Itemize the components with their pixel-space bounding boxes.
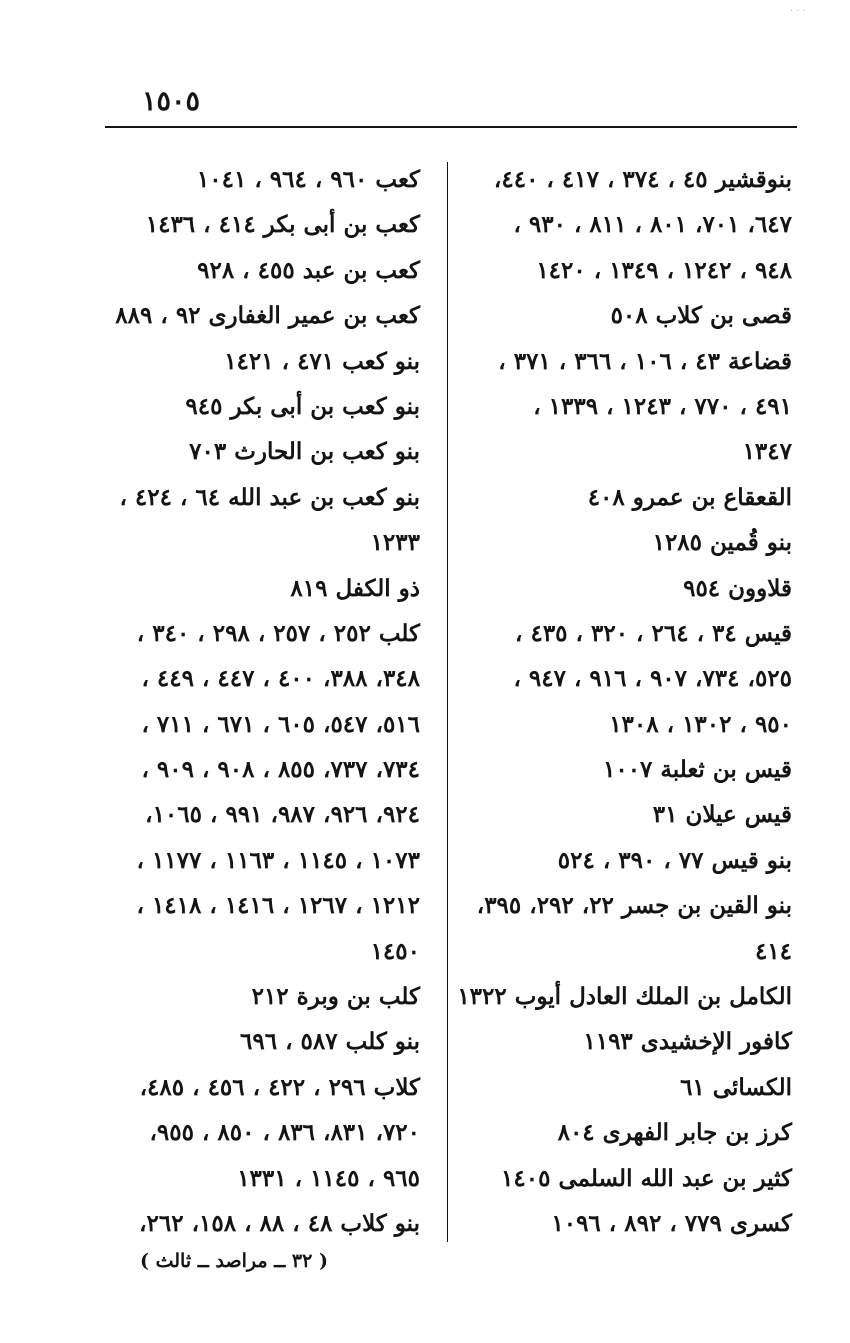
index-line: الكسائى ٦١ — [680, 1073, 792, 1101]
index-line: ٤١٤ — [754, 937, 792, 965]
index-line: ٣٤٨، ٣٨٨، ٤٠٠ ، ٤٤٧ ، ٤٤٩ ، — [141, 665, 420, 693]
index-line: القعقاع بن عمرو ٤٠٨ — [587, 483, 792, 511]
index-line: ٧٣٤، ٧٣٧، ٨٥٥ ، ٩٠٨ ، ٩٠٩ ، — [141, 756, 420, 784]
index-line: ١٤٥٠ — [370, 937, 420, 965]
index-line: ١٢١٢ ، ١٢٦٧ ، ١٤١٦ ، ١٤١٨ ، — [136, 892, 420, 920]
index-line: قيس عيلان ٣١ — [652, 801, 792, 829]
index-line: قيس بن ثعلبة ١٠٠٧ — [603, 756, 792, 784]
index-line: ٦٤٧، ٧٠١، ٨٠١ ، ٨١١ ، ٩٣٠ ، — [513, 211, 792, 239]
index-line: ٥١٦، ٥٤٧، ٦٠٥ ، ٦٧١ ، ٧١١ ، — [141, 710, 420, 738]
index-line: كعب بن أبى بكر ٤١٤ ، ١٤٣٦ — [145, 211, 420, 239]
header-rule — [105, 126, 797, 128]
signature-footer: ( ٣٢ ــ مراصد ــ ثالث ) — [140, 1250, 328, 1272]
scan-specks: · · · — [790, 6, 806, 17]
index-line: بنو كلاب ٤٨ ، ٨٨ ، ١٥٨، ٢٦٢، — [139, 1209, 420, 1237]
index-line: كعب ٩٦٠ ، ٩٦٤ ، ١٠٤١ — [196, 166, 420, 193]
index-line: ١٠٧٣ ، ١١٤٥ ، ١١٦٣ ، ١١٧٧ ، — [136, 846, 420, 874]
left-index-column — [100, 157, 420, 1247]
index-line: كافور الإخشيدى ١١٩٣ — [583, 1028, 792, 1056]
index-line: ٥٢٥، ٧٣٤، ٩٠٧ ، ٩١٦ ، ٩٤٧ ، — [513, 665, 792, 693]
index-line: كلاب ٢٩٦ ، ٤٢٢ ، ٤٥٦ ، ٤٨٥، — [139, 1073, 420, 1101]
index-line: كرز بن جابر الفهرى ٨٠٤ — [557, 1119, 792, 1147]
index-line: ٩٥٠ ، ١٣٠٢ ، ١٣٠٨ — [609, 710, 792, 738]
index-line: ٤٩١ ، ٧٧٠ ، ١٢٤٣ ، ١٣٣٩ ، — [533, 392, 792, 420]
index-line: ٩٤٨ ، ١٢٤٢ ، ١٣٤٩ ، ١٤٢٠ — [536, 256, 792, 284]
index-line: قلاوون ٩٥٤ — [683, 574, 792, 602]
index-line: بنو كلب ٥٨٧ ، ٦٩٦ — [240, 1028, 420, 1056]
index-line: كلب بن وبرة ٢١٢ — [251, 983, 420, 1011]
index-line: قصى بن كلاب ٥٠٨ — [610, 302, 792, 330]
column-divider — [447, 162, 448, 1242]
index-line: بنو كعب ٤٧١ ، ١٤٢١ — [224, 347, 420, 375]
index-line: ٩٢٤، ٩٢٦، ٩٨٧، ٩٩١ ، ١٠٦٥، — [145, 801, 420, 829]
right-index-column — [457, 157, 792, 1247]
index-line: كلب ٢٥٢ ، ٢٥٧ ، ٢٩٨ ، ٣٤٠ ، — [136, 619, 420, 647]
index-line: ٩٦٥ ، ١١٤٥ ، ١٣٣١ — [237, 1164, 420, 1192]
index-line: ذو الكفل ٨١٩ — [290, 574, 420, 602]
index-line: كثير بن عبد الله السلمى ١٤٠٥ — [501, 1164, 792, 1192]
page-number: ١٥٠٥ — [142, 86, 201, 117]
index-line: ٧٢٠، ٨٣١، ٨٣٦ ، ٨٥٠ ، ٩٥٥، — [149, 1119, 420, 1147]
index-line: بنوقشير ٤٥ ، ٣٧٤ ، ٤١٧ ، ٤٤٠، — [493, 166, 792, 193]
index-line: الكامل بن الملك العادل أيوب ١٣٢٢ — [457, 983, 792, 1011]
index-line: بنو قيس ٧٧ ، ٣٩٠ ، ٥٢٤ — [557, 846, 792, 874]
index-line: بنو القين بن جسر ٢٢، ٢٩٢، ٣٩٥، — [476, 892, 792, 920]
index-line: قيس ٣٤ ، ٢٦٤ ، ٣٢٠ ، ٤٣٥ ، — [515, 619, 792, 647]
index-line: كعب بن عبد ٤٥٥ ، ٩٢٨ — [197, 256, 420, 284]
index-line: كسرى ٧٧٩ ، ٨٩٢ ، ١٠٩٦ — [551, 1209, 792, 1237]
index-line: قضاعة ٤٣ ، ١٠٦ ، ٣٦٦ ، ٣٧١ ، — [498, 347, 792, 375]
index-line: ١٣٤٧ — [742, 438, 792, 466]
index-line: ١٢٣٣ — [370, 529, 420, 557]
index-line: كعب بن عمير الغفارى ٩٢ ، ٨٨٩ — [115, 302, 420, 330]
index-line: بنو كعب بن عبد الله ٦٤ ، ٤٢٤ ، — [119, 483, 420, 511]
index-line: بنو كعب بن أبى بكر ٩٤٥ — [185, 392, 420, 420]
index-line: بنو قُمين ١٢٨٥ — [652, 529, 792, 557]
index-line: بنو كعب بن الحارث ٧٠٣ — [189, 438, 420, 466]
